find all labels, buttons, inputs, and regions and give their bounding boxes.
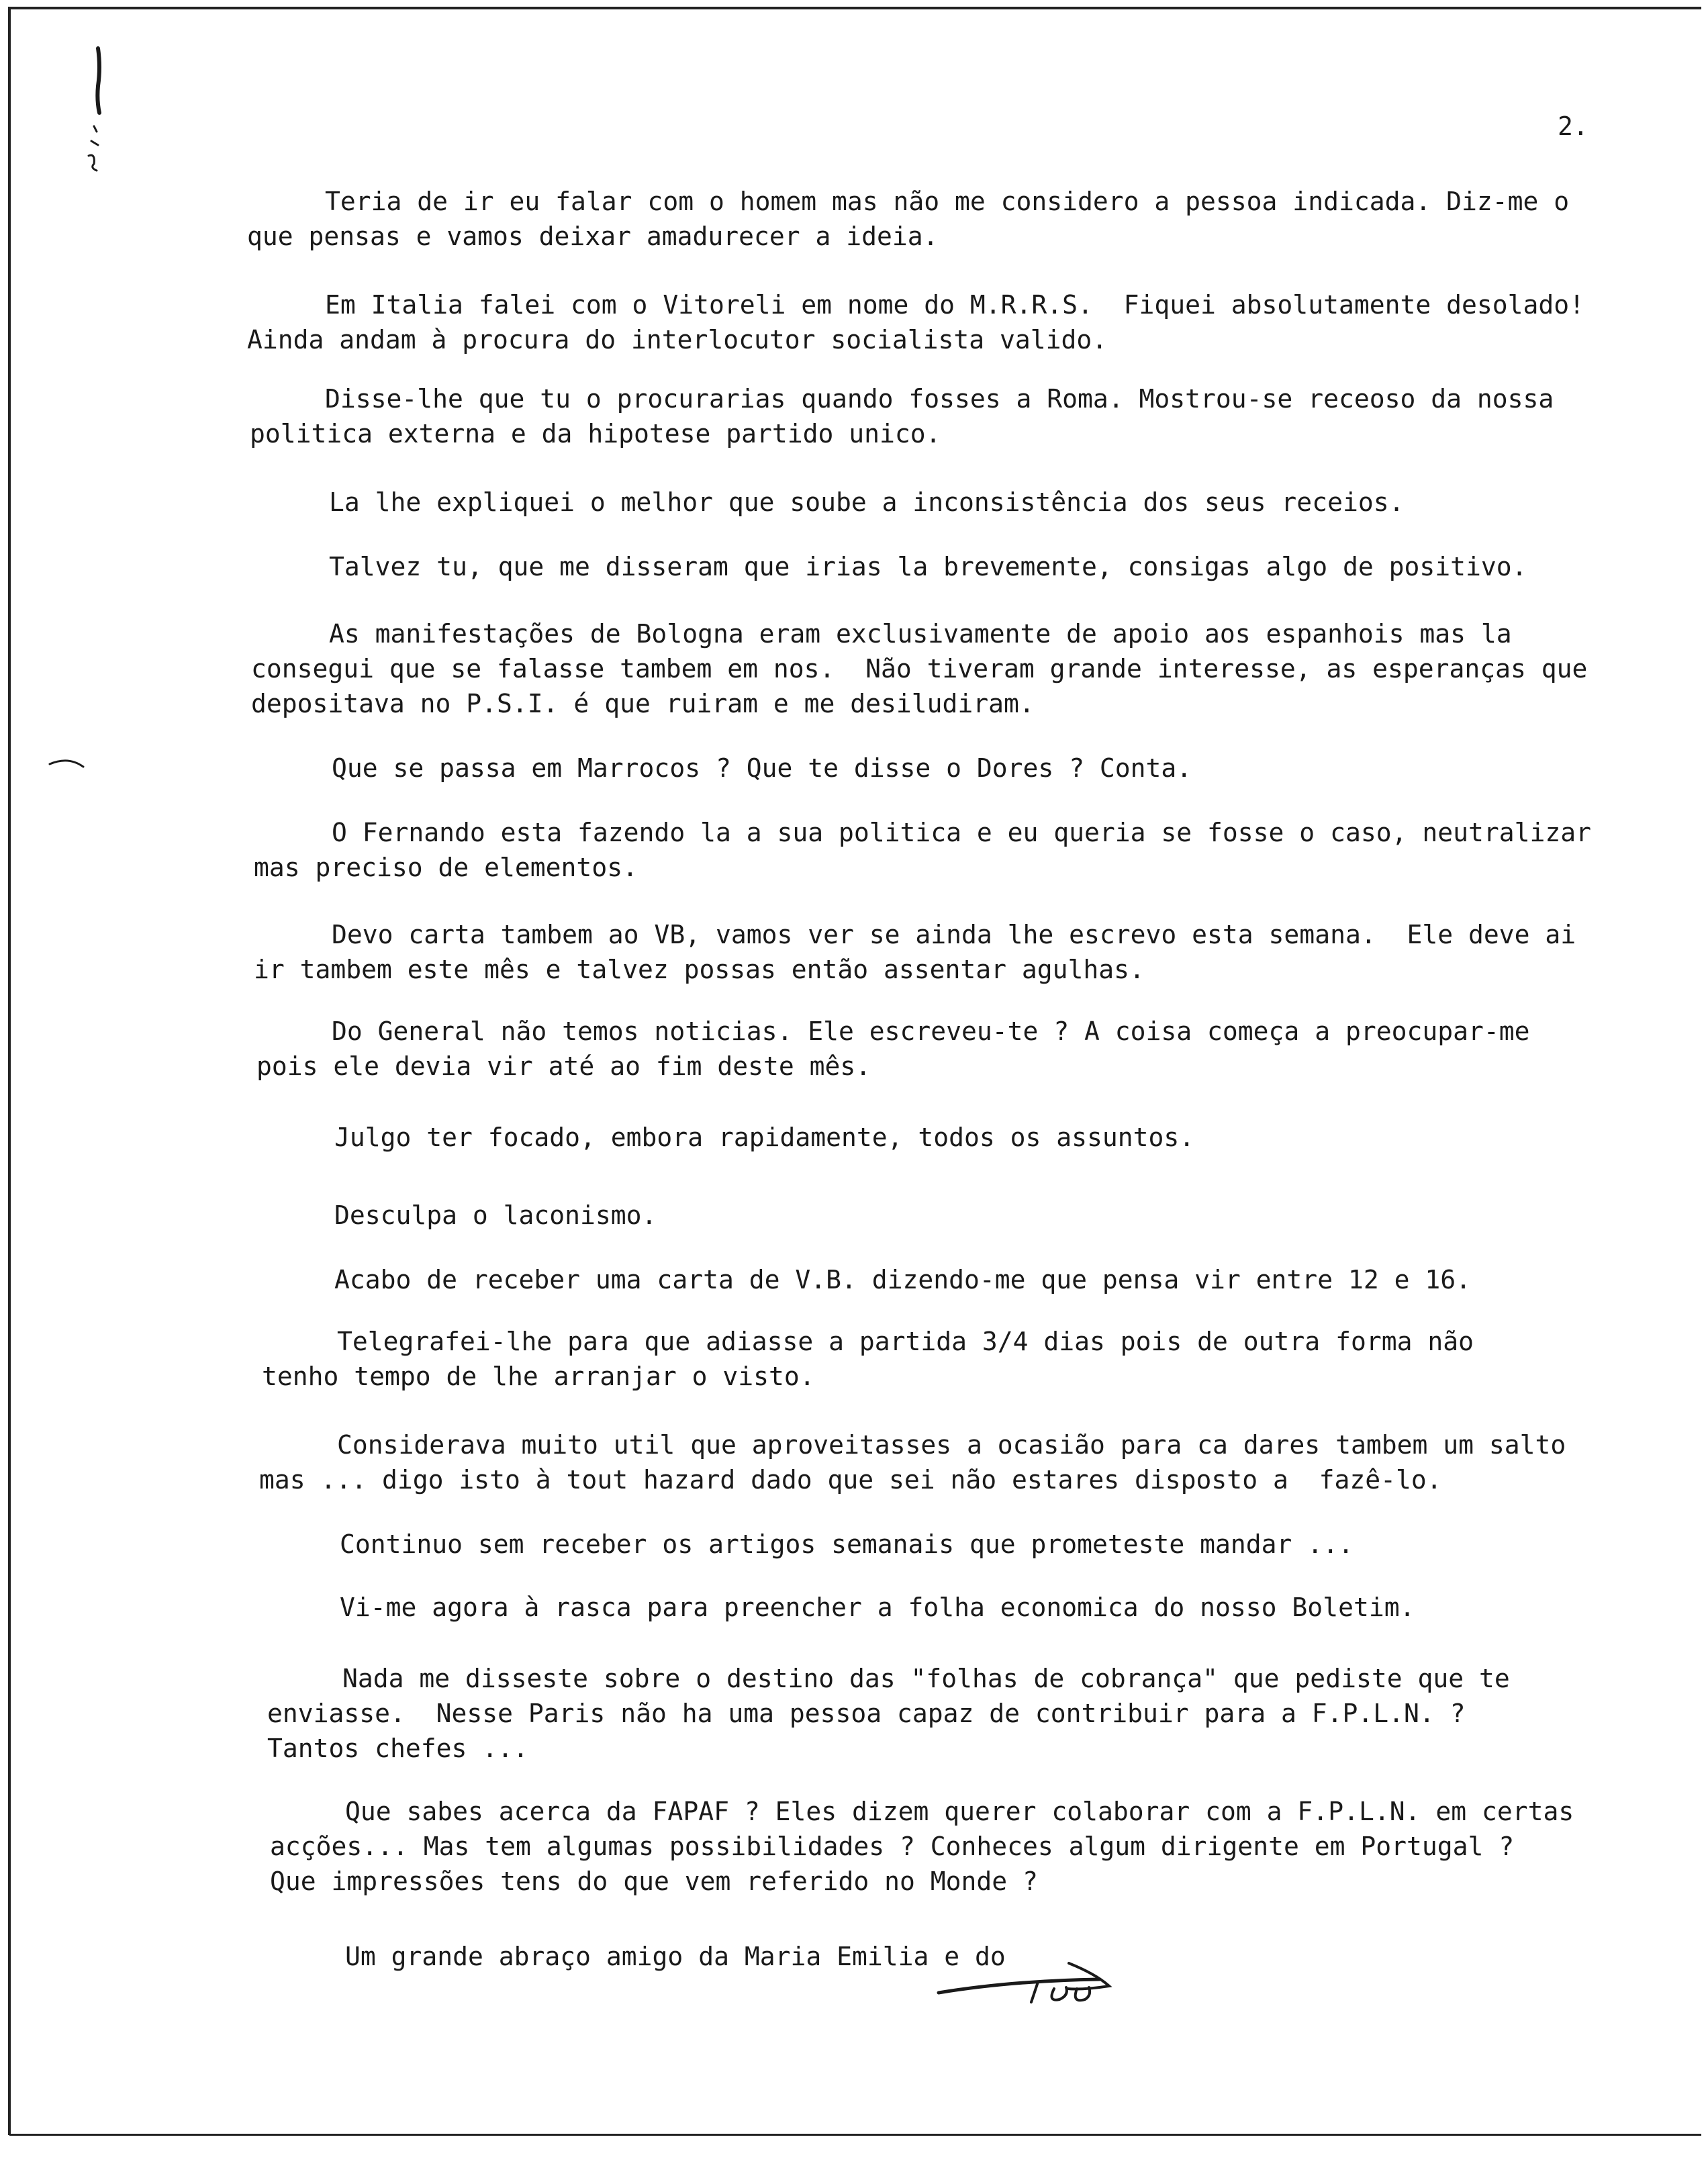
text-line: enviasse. Nesse Paris não ha uma pessoa capaz de contribuir para a F.P.L.N. ? bbox=[267, 1699, 1466, 1728]
paragraph-17 bbox=[340, 1590, 1415, 1625]
paragraph-16 bbox=[340, 1527, 1354, 1562]
text-line: politica externa e da hipotese partido unico. bbox=[250, 419, 941, 449]
margin-mark-2 bbox=[89, 126, 98, 171]
text-line: que pensas e vamos deixar amadurecer a ideia. bbox=[247, 222, 939, 251]
paragraph-4 bbox=[329, 485, 1404, 520]
text-line: Um grande abraço amigo da Maria Emilia e do bbox=[345, 1942, 1006, 1971]
paragraph-19 bbox=[270, 1794, 1574, 1899]
paragraph-12 bbox=[334, 1198, 657, 1233]
text-line: Teria de ir eu falar com o homem mas não me considero a pessoa indicada. Diz-me o bbox=[325, 187, 1570, 216]
margin-dash bbox=[50, 761, 83, 767]
text-line: ir tambem este mês e talvez possas então assentar agulhas. bbox=[254, 955, 1145, 984]
paragraph-15 bbox=[259, 1427, 1566, 1497]
text-line: Vi-me agora à rasca para preencher a folha economica do nosso Boletim. bbox=[340, 1593, 1415, 1622]
text-line: Telegrafei-lhe para que adiasse a partida 3/4 dias pois de outra forma não bbox=[337, 1327, 1474, 1356]
signature-flourish bbox=[1068, 1963, 1109, 1989]
text-line: Que impressões tens do que vem referido no Monde ? bbox=[270, 1867, 1038, 1896]
text-line: O Fernando esta fazendo la a sua politica e eu queria se fosse o caso, neutralizar bbox=[332, 818, 1591, 847]
text-line: Que se passa em Marrocos ? Que te disse o Dores ? Conta. bbox=[332, 753, 1192, 783]
paragraph-1 bbox=[247, 184, 1570, 254]
text-line: As manifestações de Bologna eram exclusivamente de apoio aos espanhois mas la bbox=[329, 619, 1512, 649]
text-line: tenho tempo de lhe arranjar o visto. bbox=[262, 1362, 815, 1391]
paragraph-6 bbox=[251, 616, 1588, 721]
text-line: Continuo sem receber os artigos semanais que prometeste mandar ... bbox=[340, 1529, 1354, 1559]
paragraph-10 bbox=[256, 1014, 1530, 1084]
paragraph-13 bbox=[334, 1262, 1471, 1297]
text-line: Disse-lhe que tu o procurarias quando fosses a Roma. Mostrou-se receoso da nossa bbox=[325, 384, 1554, 414]
page-number: 2. bbox=[1558, 111, 1588, 141]
text-line: mas preciso de elementos. bbox=[254, 853, 638, 882]
text-line: consegui que se falasse tambem em nos. Não tiveram grande interesse, as esperanças que bbox=[251, 654, 1588, 683]
paragraph-3 bbox=[250, 381, 1554, 451]
paragraph-8 bbox=[254, 815, 1591, 885]
text-line: Do General não temos noticias. Ele escreveu-te ? A coisa começa a preocupar-me bbox=[332, 1017, 1530, 1046]
text-line: Julgo ter focado, embora rapidamente, todos os assuntos. bbox=[334, 1123, 1195, 1152]
text-line: mas ... digo isto à tout hazard dado que sei não estares disposto a fazê-lo. bbox=[259, 1465, 1442, 1495]
paragraph-9 bbox=[254, 917, 1576, 987]
paragraph-18 bbox=[267, 1661, 1510, 1766]
paragraph-5 bbox=[329, 549, 1527, 584]
paragraph-20 bbox=[345, 1939, 1006, 1974]
text-line: Desculpa o laconismo. bbox=[334, 1200, 657, 1230]
paragraph-11 bbox=[334, 1120, 1194, 1155]
text-line: pois ele devia vir até ao fim deste mês. bbox=[256, 1051, 871, 1081]
text-line: Considerava muito util que aproveitasses a ocasião para ca dares tambem um salto bbox=[337, 1430, 1566, 1460]
text-line: Talvez tu, que me disseram que irias la brevemente, consigas algo de positivo. bbox=[329, 552, 1527, 581]
text-line: Tantos chefes ... bbox=[267, 1734, 528, 1763]
text-line: Ainda andam à procura do interlocutor socialista valido. bbox=[247, 325, 1108, 355]
text-line: acções... Mas tem algumas possibilidades ? Conheces algum dirigente em Portugal ? bbox=[270, 1832, 1515, 1861]
signature-initials bbox=[1031, 1982, 1090, 2002]
text-line: Em Italia falei com o Vitoreli em nome do M.R.R.S. Fiquei absolutamente desolado! bbox=[325, 290, 1584, 320]
paragraph-14 bbox=[262, 1324, 1474, 1394]
paragraph-2 bbox=[247, 287, 1584, 357]
paragraph-7 bbox=[332, 751, 1192, 786]
margin-mark-1 bbox=[97, 48, 99, 113]
text-line: Que sabes acerca da FAPAF ? Eles dizem querer colaborar com a F.P.L.N. em certas bbox=[345, 1797, 1574, 1826]
text-line: Devo carta tambem ao VB, vamos ver se ainda lhe escrevo esta semana. Ele deve ai bbox=[332, 920, 1576, 949]
text-line: Acabo de receber uma carta de V.B. dizendo-me que pensa vir entre 12 e 16. bbox=[334, 1265, 1471, 1294]
text-line: La lhe expliquei o melhor que soube a inconsistência dos seus receios. bbox=[329, 487, 1405, 517]
text-line: depositava no P.S.I. é que ruiram e me desiludiram. bbox=[251, 689, 1035, 718]
text-line: Nada me disseste sobre o destino das "folhas de cobrança" que pediste que te bbox=[342, 1664, 1510, 1693]
